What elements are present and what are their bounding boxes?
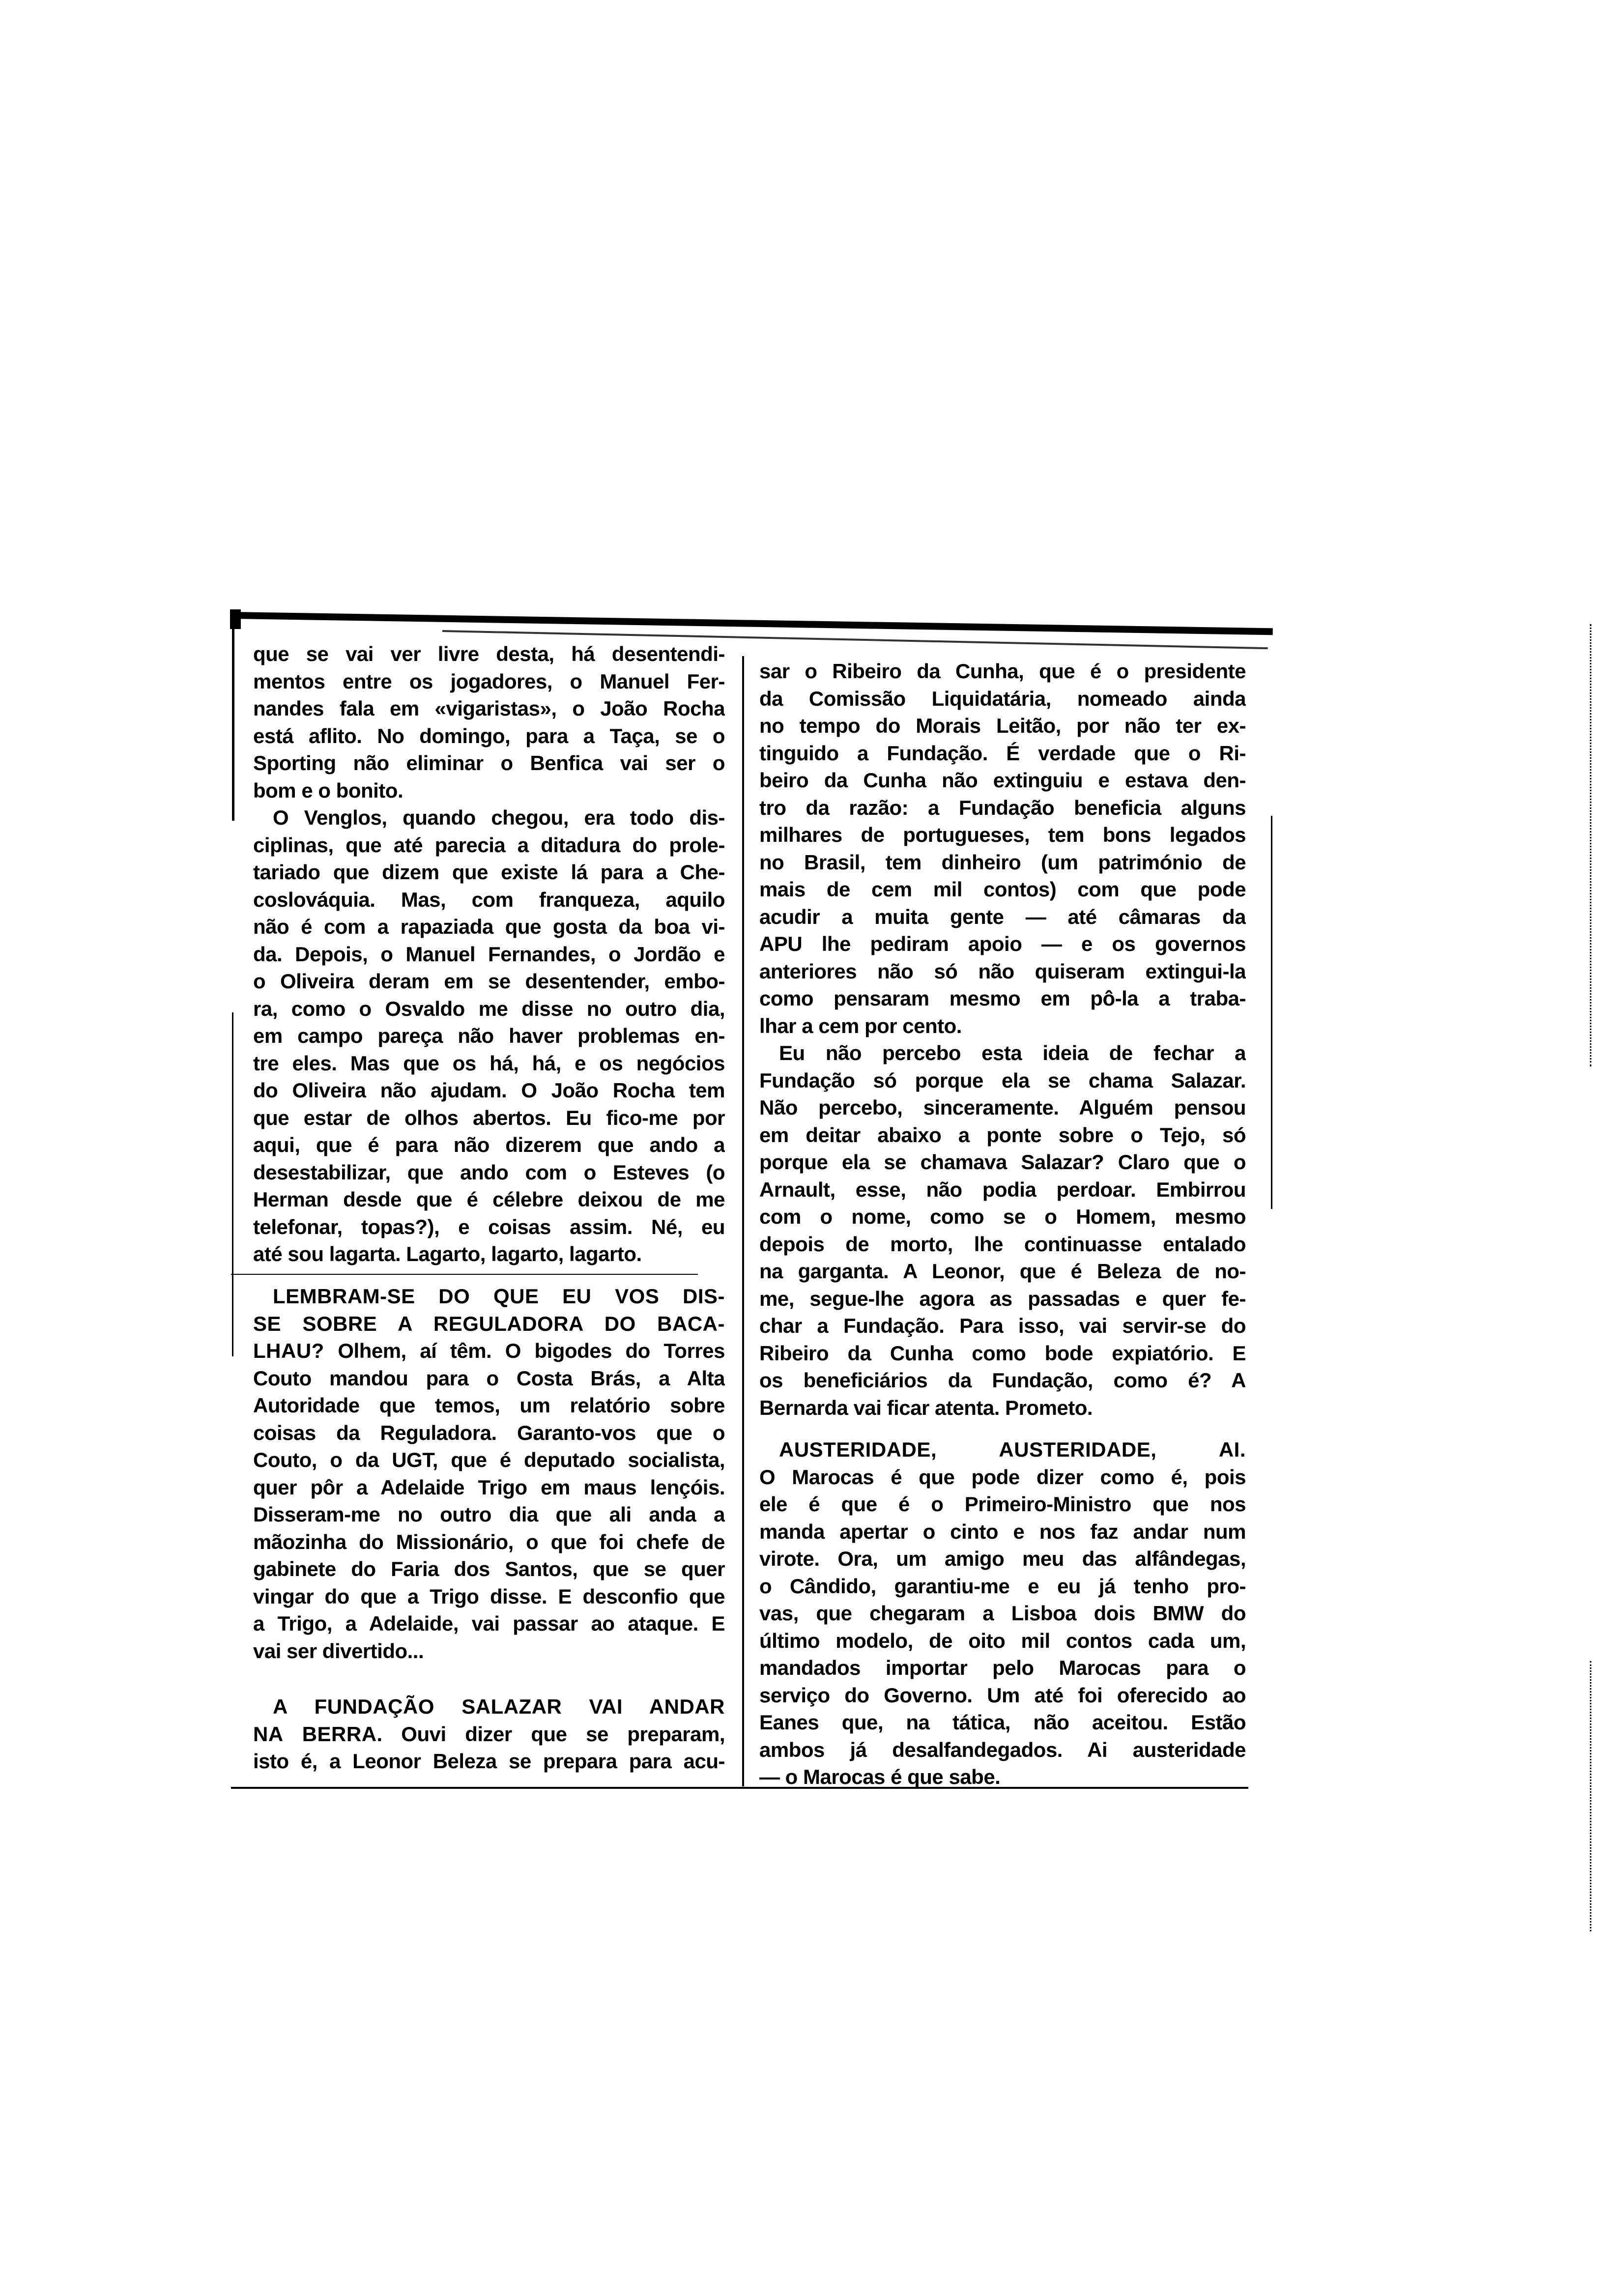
article-block	[253, 1283, 725, 1665]
text-line: Fundação só porque ela se chama Salazar.	[759, 1068, 1246, 1092]
section-heading: SE SOBRE A REGULADORA DO BACA-	[253, 1312, 725, 1335]
left-border-lower	[232, 1012, 233, 1356]
section-heading: A FUNDAÇÃO SALAZAR VAI ANDAR	[273, 1695, 725, 1718]
text-line: Bernarda vai ficar atenta. Prometo.	[759, 1396, 1093, 1419]
text-line: aqui, que é para não dizerem que ando a	[253, 1133, 725, 1156]
text-line: bom e o bonito.	[253, 778, 403, 802]
text-line: O Venglos, quando chegou, era todo dis-	[273, 806, 725, 829]
text-line: Eu não percebo esta ideia de fechar a	[779, 1041, 1246, 1064]
text-run: . Ouvi dizer que se preparam,	[376, 1722, 725, 1746]
text-line: virote. Ora, um amigo meu das alfândegas,	[759, 1547, 1246, 1570]
text-line: telefonar, topas?), e coisas assim. Né, eu	[253, 1215, 725, 1238]
text-line: tariado que dizem que existe lá para a Che-	[253, 861, 725, 884]
text-line: coslováquia. Mas, com franqueza, aquilo	[253, 888, 725, 911]
text-line: O Marocas é que pode dizer como é, pois	[759, 1465, 1246, 1489]
text-line: mentos entre os jogadores, o Manuel Fer-	[253, 669, 725, 693]
text-run: Olhem, aí têm. O bigodes do Torres	[324, 1339, 725, 1362]
text-line: lhar a cem por cento.	[759, 1014, 962, 1037]
text-line: ambos já desalfandegados. Ai austeridade	[759, 1738, 1246, 1761]
text-line	[253, 1310, 725, 1338]
text-line: da Comissão Liquidatária, nomeado ainda	[759, 687, 1246, 710]
paragraph	[759, 1039, 1246, 1421]
text-line: na garganta. A Leonor, que é Beleza de no-	[759, 1260, 1246, 1283]
text-line: tre eles. Mas que os há, há, e os negócios	[253, 1051, 725, 1075]
text-line: Ribeiro da Cunha como bode expiatório. E	[759, 1341, 1246, 1365]
text-line: nandes fala em «vigaristas», o João Rocha	[253, 697, 725, 720]
text-line: Herman desde que é célebre deixou de me	[253, 1188, 725, 1211]
text-line: Couto, o da UGT, que é deputado socialista,	[253, 1448, 725, 1471]
text-line: Couto mandou para o Costa Brás, a Alta	[253, 1366, 725, 1390]
text-line: APU lhe pediram apoio — e os governos	[759, 932, 1246, 955]
text-line: gabinete do Faria dos Santos, que se quer	[253, 1557, 725, 1580]
text-line: último modelo, de oito mil contos cada um,	[759, 1629, 1246, 1652]
text-line: char a Fundação. Para isso, vai servir-se do	[759, 1314, 1246, 1337]
text-line: ciplinas, que até parecia a ditadura do prole-	[253, 833, 725, 857]
text-line: em campo pareça não haver problemas en-	[253, 1024, 725, 1047]
article-block	[759, 658, 1246, 1421]
text-line	[759, 1436, 1246, 1464]
text-line: serviço do Governo. Um até foi oferecido ao	[759, 1683, 1246, 1707]
text-line: desestabilizar, que ando com o Esteves (o	[253, 1160, 725, 1184]
section-heading: AUSTERIDADE, AUSTERIDADE, AI.	[779, 1438, 1246, 1461]
text-line: Eanes que, na tática, não aceitou. Estão	[759, 1711, 1246, 1734]
text-line: Autoridade que temos, um relatório sobre	[253, 1394, 725, 1417]
text-line: vas, que chegaram a Lisboa dois BMW do	[759, 1602, 1246, 1625]
text-line: beiro da Cunha não extinguiu e estava den-	[759, 769, 1246, 792]
text-line: até sou lagarta. Lagarto, lagarto, lagarto.	[253, 1242, 642, 1265]
paragraph	[253, 640, 725, 804]
text-line: acudir a muita gente — até câmaras da	[759, 905, 1246, 928]
text-line: depois de morto, lhe continuasse entalado	[759, 1232, 1246, 1256]
text-line: quer pôr a Adelaide Trigo em maus lençóis.	[253, 1475, 725, 1499]
text-line: me, segue-lhe agora as passadas e quer fe-	[759, 1287, 1246, 1310]
text-line: do Oliveira não ajudam. O João Rocha tem	[253, 1079, 725, 1102]
right-border	[1271, 816, 1272, 1209]
text-line: não é com a rapaziada que gosta da boa vi-	[253, 915, 725, 938]
text-line: Disseram-me no outro dia que ali anda a	[253, 1503, 725, 1526]
text-line: ele é que é o Primeiro-Ministro que nos	[759, 1492, 1246, 1516]
text-line: o Oliveira deram em se desentender, embo-	[253, 970, 725, 993]
text-line: tinguido a Fundação. É verdade que o Ri-	[759, 741, 1246, 765]
article-block	[253, 1693, 725, 1775]
text-line: ra, como o Osvaldo me disse no outro dia,	[253, 997, 725, 1020]
text-line: da. Depois, o Manuel Fernandes, o Jordão e	[253, 942, 725, 966]
text-line: como pensaram mesmo em pô-la a traba-	[759, 987, 1246, 1010]
scan-edge-marks-top	[1590, 624, 1593, 1066]
text-line: no tempo do Morais Leitão, por não ter ex-	[759, 714, 1246, 737]
text-line: manda apertar o cinto e nos faz andar num	[759, 1520, 1246, 1543]
text-line: mandados importar pelo Marocas para o	[759, 1656, 1246, 1679]
text-line: mãozinha do Missionário, o que foi chefe de	[253, 1530, 725, 1553]
text-line: tro da razão: a Fundação beneficia alguns	[759, 796, 1246, 819]
text-line	[253, 1693, 725, 1721]
text-line: Arnault, esse, não podia perdoar. Embirrou	[759, 1177, 1246, 1201]
section-heading: LEMBRAM-SE DO QUE EU VOS DIS-	[273, 1285, 725, 1308]
text-line: — o Marocas é que sabe.	[759, 1765, 1001, 1788]
text-line: os beneficiários da Fundação, como é? A	[759, 1369, 1246, 1392]
text-line: mais de cem mil contos) com que pode	[759, 878, 1246, 901]
top-rule	[231, 612, 1273, 635]
section-heading: LHAU?	[253, 1339, 324, 1362]
text-line: milhares de portugueses, tem bons legados	[759, 823, 1246, 846]
text-line: está aflito. No domingo, para a Taça, se o	[253, 724, 725, 747]
text-line: que se vai ver livre desta, há desentendi-	[253, 642, 725, 665]
paragraph	[253, 1693, 725, 1775]
paragraph	[253, 1283, 725, 1665]
text-line: anteriores não só não quiseram extingui-la	[759, 959, 1246, 983]
text-line: vai ser divertido...	[253, 1639, 424, 1663]
text-line: vingar do que a Trigo disse. E desconfio que	[253, 1584, 725, 1608]
text-line: em deitar abaixo a ponte sobre o Tejo, só	[759, 1123, 1246, 1147]
text-line: Sporting não eliminar o Benfica vai ser o	[253, 751, 725, 775]
text-line: com o nome, como se o Homem, mesmo	[759, 1205, 1246, 1228]
paragraph	[759, 658, 1246, 1039]
paragraph	[759, 1436, 1246, 1791]
paragraph	[253, 804, 725, 1268]
text-line: o Cândido, garantiu-me e eu já tenho pro-	[759, 1574, 1246, 1598]
column-divider	[742, 656, 744, 1786]
text-line: sar o Ribeiro da Cunha, que é o presidente	[759, 660, 1246, 683]
article-block	[759, 1436, 1246, 1791]
text-line	[253, 1721, 725, 1748]
section-separator	[231, 1274, 698, 1275]
text-line	[253, 1337, 725, 1365]
text-line: coisas da Reguladora. Garanto-vos que o	[253, 1421, 725, 1444]
text-line: a Trigo, a Adelaide, vai passar ao ataque. E	[253, 1612, 725, 1635]
text-line: no Brasil, tem dinheiro (um património de	[759, 850, 1246, 874]
text-line: porque ela se chamava Salazar? Claro que o	[759, 1150, 1246, 1174]
section-heading: NA BERRA	[253, 1722, 377, 1746]
text-line: que estar de olhos abertos. Eu fico-me por	[253, 1106, 725, 1129]
scan-edge-marks-bottom	[1590, 1661, 1593, 1931]
text-line: Não percebo, sinceramente. Alguém pensou	[759, 1096, 1246, 1119]
text-line	[253, 1283, 725, 1310]
article-block	[253, 640, 725, 1268]
left-border	[232, 614, 234, 821]
text-line: isto é, a Leonor Beleza se prepara para acu-	[253, 1750, 725, 1773]
